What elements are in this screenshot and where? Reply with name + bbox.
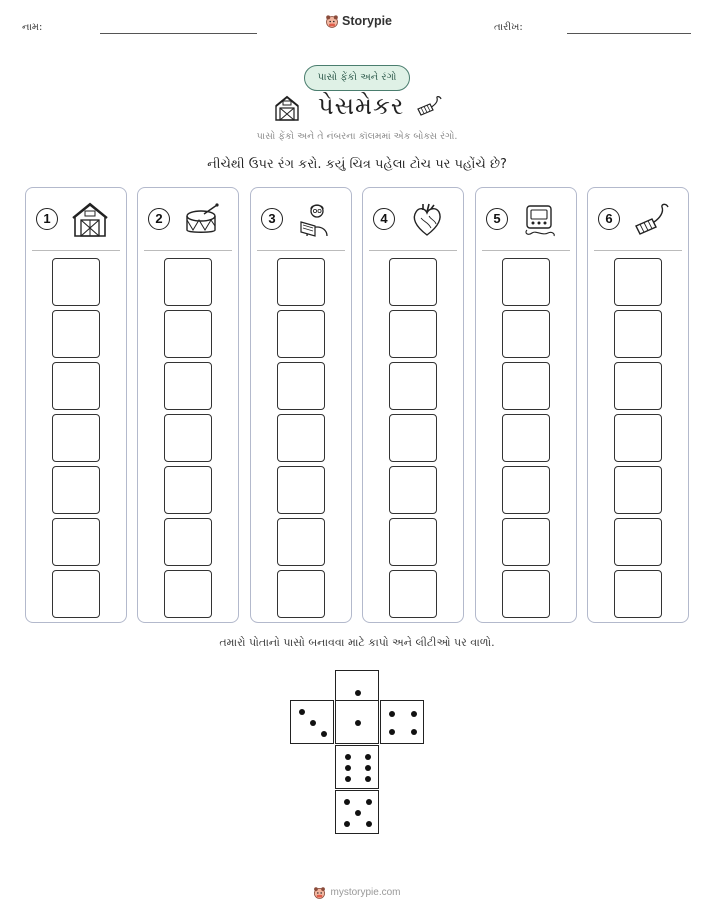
color-box[interactable] — [614, 258, 662, 306]
footer-site-link[interactable]: mystorypie.com — [330, 887, 401, 898]
color-box[interactable] — [277, 466, 325, 514]
footer — [0, 886, 714, 899]
color-box[interactable] — [164, 518, 212, 566]
column-divider — [369, 250, 457, 251]
die-face-1 — [335, 700, 379, 744]
die-pip — [366, 799, 372, 805]
color-box[interactable] — [52, 414, 100, 462]
color-box[interactable] — [164, 310, 212, 358]
heart-icon — [409, 202, 445, 238]
color-box[interactable] — [614, 310, 662, 358]
color-box[interactable] — [389, 570, 437, 618]
color-box[interactable] — [389, 414, 437, 462]
die-pip — [344, 799, 350, 805]
barn-icon — [273, 94, 301, 122]
storypie-mascot-icon — [313, 886, 326, 899]
die-face-6 — [335, 745, 379, 789]
color-box[interactable] — [164, 258, 212, 306]
color-box[interactable] — [52, 570, 100, 618]
storypie-mascot-icon — [325, 14, 339, 28]
date-label: તારીખ: — [494, 22, 523, 33]
color-box[interactable] — [502, 362, 550, 410]
color-box[interactable] — [502, 570, 550, 618]
color-box[interactable] — [277, 362, 325, 410]
column-number: 2 — [148, 208, 170, 230]
color-box[interactable] — [277, 570, 325, 618]
die-face-5 — [335, 790, 379, 834]
date-line[interactable] — [567, 33, 691, 34]
die-pip — [411, 729, 417, 735]
die-pip — [411, 711, 417, 717]
color-box[interactable] — [502, 414, 550, 462]
column-header — [596, 202, 680, 238]
pacemaker-device-icon — [522, 202, 558, 238]
die-pip — [345, 765, 351, 771]
die-pip — [299, 709, 305, 715]
column-1 — [25, 187, 127, 623]
name-label: નામ: — [22, 22, 43, 33]
column-divider — [257, 250, 345, 251]
color-box[interactable] — [502, 466, 550, 514]
color-box[interactable] — [52, 466, 100, 514]
color-box[interactable] — [52, 518, 100, 566]
color-box[interactable] — [52, 362, 100, 410]
column-2 — [137, 187, 239, 623]
cable-lead-icon — [414, 95, 444, 119]
column-header — [484, 202, 568, 238]
cable-lead-icon — [634, 202, 670, 238]
brand-name: Storypie — [342, 14, 393, 28]
die-pip — [365, 754, 371, 760]
instructions-subtitle: પાસો ફેંકો અને તે નંબરના કૉલમમાં એક બોક્સ રંગો. — [256, 131, 458, 142]
color-box[interactable] — [52, 258, 100, 306]
column-6 — [587, 187, 689, 623]
color-box[interactable] — [389, 466, 437, 514]
die-pip — [321, 731, 327, 737]
column-number: 4 — [373, 208, 395, 230]
color-box[interactable] — [389, 258, 437, 306]
worksheet-header — [0, 14, 714, 44]
column-number: 6 — [598, 208, 620, 230]
column-divider — [144, 250, 232, 251]
color-box[interactable] — [277, 414, 325, 462]
color-box[interactable] — [164, 414, 212, 462]
question-text: નીચેથી ઉપર રંગ કરો. કયું ચિત્ર પહેલા ટોચ પર પહોંચે છે? — [207, 157, 507, 172]
activity-pill: પાસો ફેંકો અને રંગો — [304, 65, 410, 91]
color-box[interactable] — [502, 310, 550, 358]
cut-instructions: તમારો પોતાનો પાસો બનાવવા માટે કાપો અને લીટીઓ પર વાળો. — [219, 636, 495, 649]
column-divider — [594, 250, 682, 251]
color-box[interactable] — [389, 362, 437, 410]
die-pip — [366, 821, 372, 827]
color-box[interactable] — [614, 362, 662, 410]
column-header — [259, 202, 343, 238]
die-pip — [344, 821, 350, 827]
color-box[interactable] — [164, 570, 212, 618]
column-divider — [32, 250, 120, 251]
die-pip — [345, 776, 351, 782]
brand-logo — [325, 14, 392, 28]
color-box[interactable] — [389, 518, 437, 566]
color-box[interactable] — [277, 310, 325, 358]
color-box[interactable] — [164, 466, 212, 514]
color-box[interactable] — [502, 518, 550, 566]
color-box[interactable] — [614, 518, 662, 566]
color-box[interactable] — [614, 414, 662, 462]
column-3 — [250, 187, 352, 623]
color-box[interactable] — [389, 310, 437, 358]
die-pip — [389, 729, 395, 735]
die-pip — [310, 720, 316, 726]
column-header — [146, 202, 230, 238]
color-box[interactable] — [614, 570, 662, 618]
column-divider — [482, 250, 570, 251]
column-number: 1 — [36, 208, 58, 230]
color-box[interactable] — [614, 466, 662, 514]
column-header — [371, 202, 455, 238]
drum-icon — [184, 202, 220, 238]
die-pip — [365, 776, 371, 782]
column-header — [34, 202, 118, 238]
scientist-reading-icon — [297, 202, 333, 238]
die-face-3 — [290, 700, 334, 744]
page-title: પેસમેકર — [318, 92, 405, 120]
column-5 — [475, 187, 577, 623]
color-box[interactable] — [502, 258, 550, 306]
die-pip — [355, 690, 361, 696]
die-face-4 — [380, 700, 424, 744]
column-4 — [362, 187, 464, 623]
color-box[interactable] — [52, 310, 100, 358]
color-box[interactable] — [277, 258, 325, 306]
title-row — [0, 92, 714, 126]
name-line[interactable] — [100, 33, 257, 34]
color-box[interactable] — [164, 362, 212, 410]
color-box[interactable] — [277, 518, 325, 566]
column-number: 5 — [486, 208, 508, 230]
die-pip — [345, 754, 351, 760]
barn-icon — [72, 202, 108, 238]
die-pip — [365, 765, 371, 771]
die-pip — [355, 720, 361, 726]
column-number: 3 — [261, 208, 283, 230]
die-pip — [389, 711, 395, 717]
die-pip — [355, 810, 361, 816]
